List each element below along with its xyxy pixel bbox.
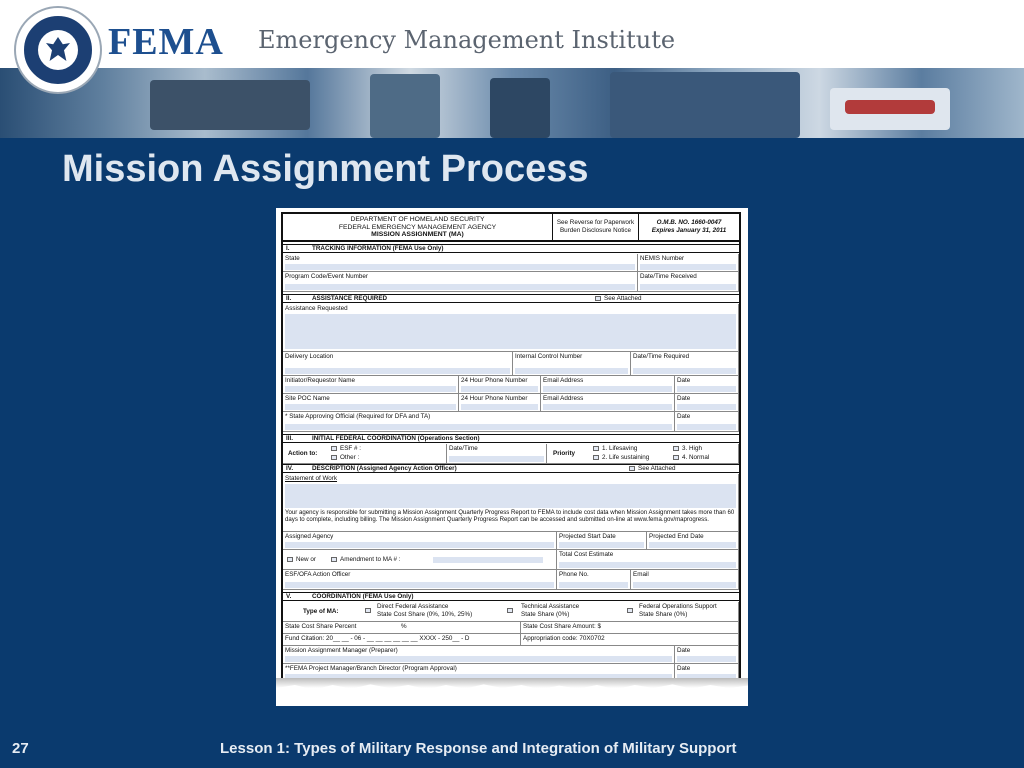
date-required-label: Date/Time Required <box>633 353 690 360</box>
projected-end-field <box>647 532 739 550</box>
initiator-phone-label: 24 Hour Phone Number <box>461 377 528 384</box>
internal-control-field <box>513 352 631 376</box>
coordination-datetime-field <box>447 444 547 464</box>
priority-3-label: 3. High <box>682 445 702 452</box>
program-code-field <box>283 272 638 292</box>
section-5-title: COORDINATION (FEMA Use Only) <box>312 593 414 600</box>
ma-manager-date-label: Date <box>677 647 691 654</box>
section-4-num: IV. <box>286 465 294 472</box>
new-amendment-field <box>283 550 557 570</box>
nemis-field <box>638 254 739 272</box>
officer-phone-field <box>557 570 631 590</box>
coordination-datetime-label: Date/Time <box>449 445 478 452</box>
nemis-label: NEMIS Number <box>640 255 685 262</box>
state-field <box>283 254 638 272</box>
site-poc-phone-label: 24 Hour Phone Number <box>461 395 528 402</box>
priority-field <box>547 444 739 464</box>
initiator-email-field <box>541 376 675 394</box>
form-title: MISSION ASSIGNMENT (MA) <box>371 231 464 239</box>
fund-citation-field <box>283 634 521 646</box>
new-or-label: New or <box>296 556 316 563</box>
esf-label: ESF # : <box>340 445 361 452</box>
action-to-field <box>283 444 447 464</box>
form-agency-block <box>283 214 553 242</box>
other-checkbox <box>331 455 337 460</box>
header-bar <box>0 0 1024 68</box>
amendment-checkbox <box>331 557 337 562</box>
see-attached-2-label: See Attached <box>638 465 676 472</box>
scs-percent-label: State Cost Share Percent <box>285 623 357 630</box>
site-poc-phone-field <box>459 394 541 412</box>
dept-name: DEPARTMENT OF HOMELAND SECURITY <box>350 216 485 223</box>
fema-pm-date-label: Date <box>677 665 691 672</box>
section-2-num: II. <box>286 295 292 302</box>
projected-end-label: Projected End Date <box>649 533 704 540</box>
state-official-date-field <box>675 412 739 432</box>
internal-control-label: Internal Control Number <box>515 353 583 360</box>
section-2-title: ASSISTANCE REQUIRED <box>312 295 388 302</box>
ta-label-2: State Share (0%) <box>521 611 570 618</box>
program-code-label: Program Code/Event Number <box>285 273 368 280</box>
scs-amount-label: State Cost Share Amount: $ <box>523 623 602 630</box>
section-1-header <box>283 244 739 253</box>
priority-2-label: 2. Life sustaining <box>602 454 650 461</box>
fos-label-1: Federal Operations Support <box>639 603 717 610</box>
fos-label-2: State Share (0%) <box>639 611 688 618</box>
date-received-field <box>638 272 739 292</box>
action-to-label: Action to: <box>288 450 318 457</box>
priority-2-checkbox <box>593 455 599 460</box>
section-1-num: I. <box>286 245 290 252</box>
site-poc-email-field <box>541 394 675 412</box>
section-3-header <box>283 434 739 443</box>
projected-start-label: Projected Start Date <box>559 533 616 540</box>
assigned-agency-label: Assigned Agency <box>285 533 334 540</box>
section-3-num: III. <box>286 435 293 442</box>
date-required-field <box>631 352 739 376</box>
paperwork-line-1: See Reverse for Paperwork <box>556 219 635 226</box>
state-official-field <box>283 412 675 432</box>
fema-pm-label: **FEMA Project Manager/Branch Director (Program Approval) <box>285 665 457 672</box>
esf-checkbox <box>331 446 337 451</box>
priority-1-checkbox <box>593 446 599 451</box>
total-cost-label: Total Cost Estimate <box>559 551 614 558</box>
institute-name: Emergency Management Institute <box>258 26 676 54</box>
statement-of-work-label: Statement of Work <box>285 475 338 482</box>
slide-footer: Lesson 1: Types of Military Response and Integration of Military Support <box>220 740 737 757</box>
fema-logo: FEMA <box>108 21 224 63</box>
ta-label-1: Technical Assistance <box>521 603 580 610</box>
other-label: Other : <box>340 454 360 461</box>
delivery-location-label: Delivery Location <box>285 353 334 360</box>
fos-checkbox <box>627 608 633 613</box>
fund-citation-label: Fund Citation: 20__ __ - 06 - __ __ __ __ __ __ XXXX - 250__ - D <box>285 635 470 642</box>
officer-email-label: Email <box>633 571 649 578</box>
amendment-label: Amendment to MA # : <box>340 556 401 563</box>
see-attached-2-checkbox <box>629 466 635 471</box>
dfa-label-2: State Cost Share (0%, 10%, 25%) <box>377 611 473 618</box>
section-5-num: V. <box>286 593 292 600</box>
projected-start-field <box>557 532 647 550</box>
paperwork-notice <box>553 214 639 242</box>
appropriation-label: Appropriation code: 70X0702 <box>523 635 605 642</box>
esf-officer-field <box>283 570 557 590</box>
site-poc-field <box>283 394 459 412</box>
appropriation-field <box>521 634 739 646</box>
priority-4-label: 4. Normal <box>682 454 710 461</box>
site-poc-label: Site POC Name <box>285 395 330 402</box>
state-official-label: * State Approving Official (Required for DFA and TA) <box>285 413 431 420</box>
delivery-location-field <box>283 352 513 376</box>
mission-assignment-form-image <box>276 208 748 706</box>
priority-1-label: 1. Lifesaving <box>602 445 638 452</box>
omb-expires: Expires January 31, 2011 <box>651 226 727 234</box>
new-checkbox <box>287 557 293 562</box>
priority-label: Priority <box>553 450 576 457</box>
omb-block <box>639 214 739 242</box>
state-label: State <box>285 255 300 262</box>
type-of-ma-field <box>283 602 739 622</box>
officer-email-field <box>631 570 739 590</box>
slide-number: 27 <box>12 740 29 757</box>
initiator-field <box>283 376 459 394</box>
agency-name: FEDERAL EMERGENCY MANAGEMENT AGENCY <box>338 223 497 231</box>
priority-4-checkbox <box>673 455 679 460</box>
scs-amount-field <box>521 622 739 634</box>
section-2-header <box>283 294 739 303</box>
section-1-title: TRACKING INFORMATION (FEMA Use Only) <box>312 245 444 252</box>
initiator-label: Initiator/Requestor Name <box>285 377 355 384</box>
site-poc-date-label: Date <box>677 395 691 402</box>
paperwork-line-2: Burden Disclosure Notice <box>559 226 632 234</box>
site-poc-date-field <box>675 394 739 412</box>
priority-3-checkbox <box>673 446 679 451</box>
dhs-seal <box>14 6 102 94</box>
see-attached-checkbox <box>595 296 601 301</box>
officer-phone-label: Phone No. <box>559 571 589 578</box>
header-photo-banner <box>0 68 1024 138</box>
scs-percent-field <box>283 622 521 634</box>
type-of-ma-label: Type of MA: <box>303 608 339 615</box>
state-official-date-label: Date <box>677 413 691 420</box>
ma-manager-date-field <box>675 646 739 664</box>
initiator-phone-field <box>459 376 541 394</box>
date-received-label: Date/Time Received <box>640 273 697 280</box>
assistance-requested-label: Assistance Requested <box>285 305 348 312</box>
total-cost-field <box>557 550 739 570</box>
esf-officer-label: ESF/OFA Action Officer <box>285 571 351 578</box>
slide-title: Mission Assignment Process <box>62 148 589 190</box>
assigned-agency-field <box>283 532 557 550</box>
assistance-requested-field <box>283 304 739 352</box>
dfa-checkbox <box>365 608 371 613</box>
percent-sign: % <box>401 623 407 630</box>
ta-checkbox <box>507 608 513 613</box>
statement-of-work-text: Your agency is responsible for submitting a Mission Assignment Quarterly Progress Report to FEMA to include cost data when Mission Assignment takes more than 60 days to complete, including billing. The Mission Assignment Quarterly Progress Report can be accessed and submitted on-line at www.fema.gov/maprogress. <box>285 509 735 523</box>
form-header <box>283 214 739 242</box>
dfa-label-1: Direct Federal Assistance <box>377 603 449 610</box>
omb-number: O.M.B. NO. 1660-0047 <box>656 219 722 226</box>
seal-ring <box>22 14 94 86</box>
section-5-header <box>283 592 739 601</box>
statement-of-work-field <box>283 474 739 532</box>
section-4-header <box>283 464 739 473</box>
site-poc-email-label: Email Address <box>543 395 584 402</box>
see-attached-label: See Attached <box>604 295 642 302</box>
initiator-date-label: Date <box>677 377 691 384</box>
ma-manager-label: Mission Assignment Manager (Preparer) <box>285 647 398 654</box>
initiator-email-label: Email Address <box>543 377 584 384</box>
initiator-date-field <box>675 376 739 394</box>
section-4-title: DESCRIPTION (Assigned Agency Action Officer) <box>312 465 457 472</box>
section-3-title: INITIAL FEDERAL COORDINATION (Operations Section) <box>312 435 480 442</box>
ma-form <box>281 212 741 698</box>
ma-manager-field <box>283 646 675 664</box>
